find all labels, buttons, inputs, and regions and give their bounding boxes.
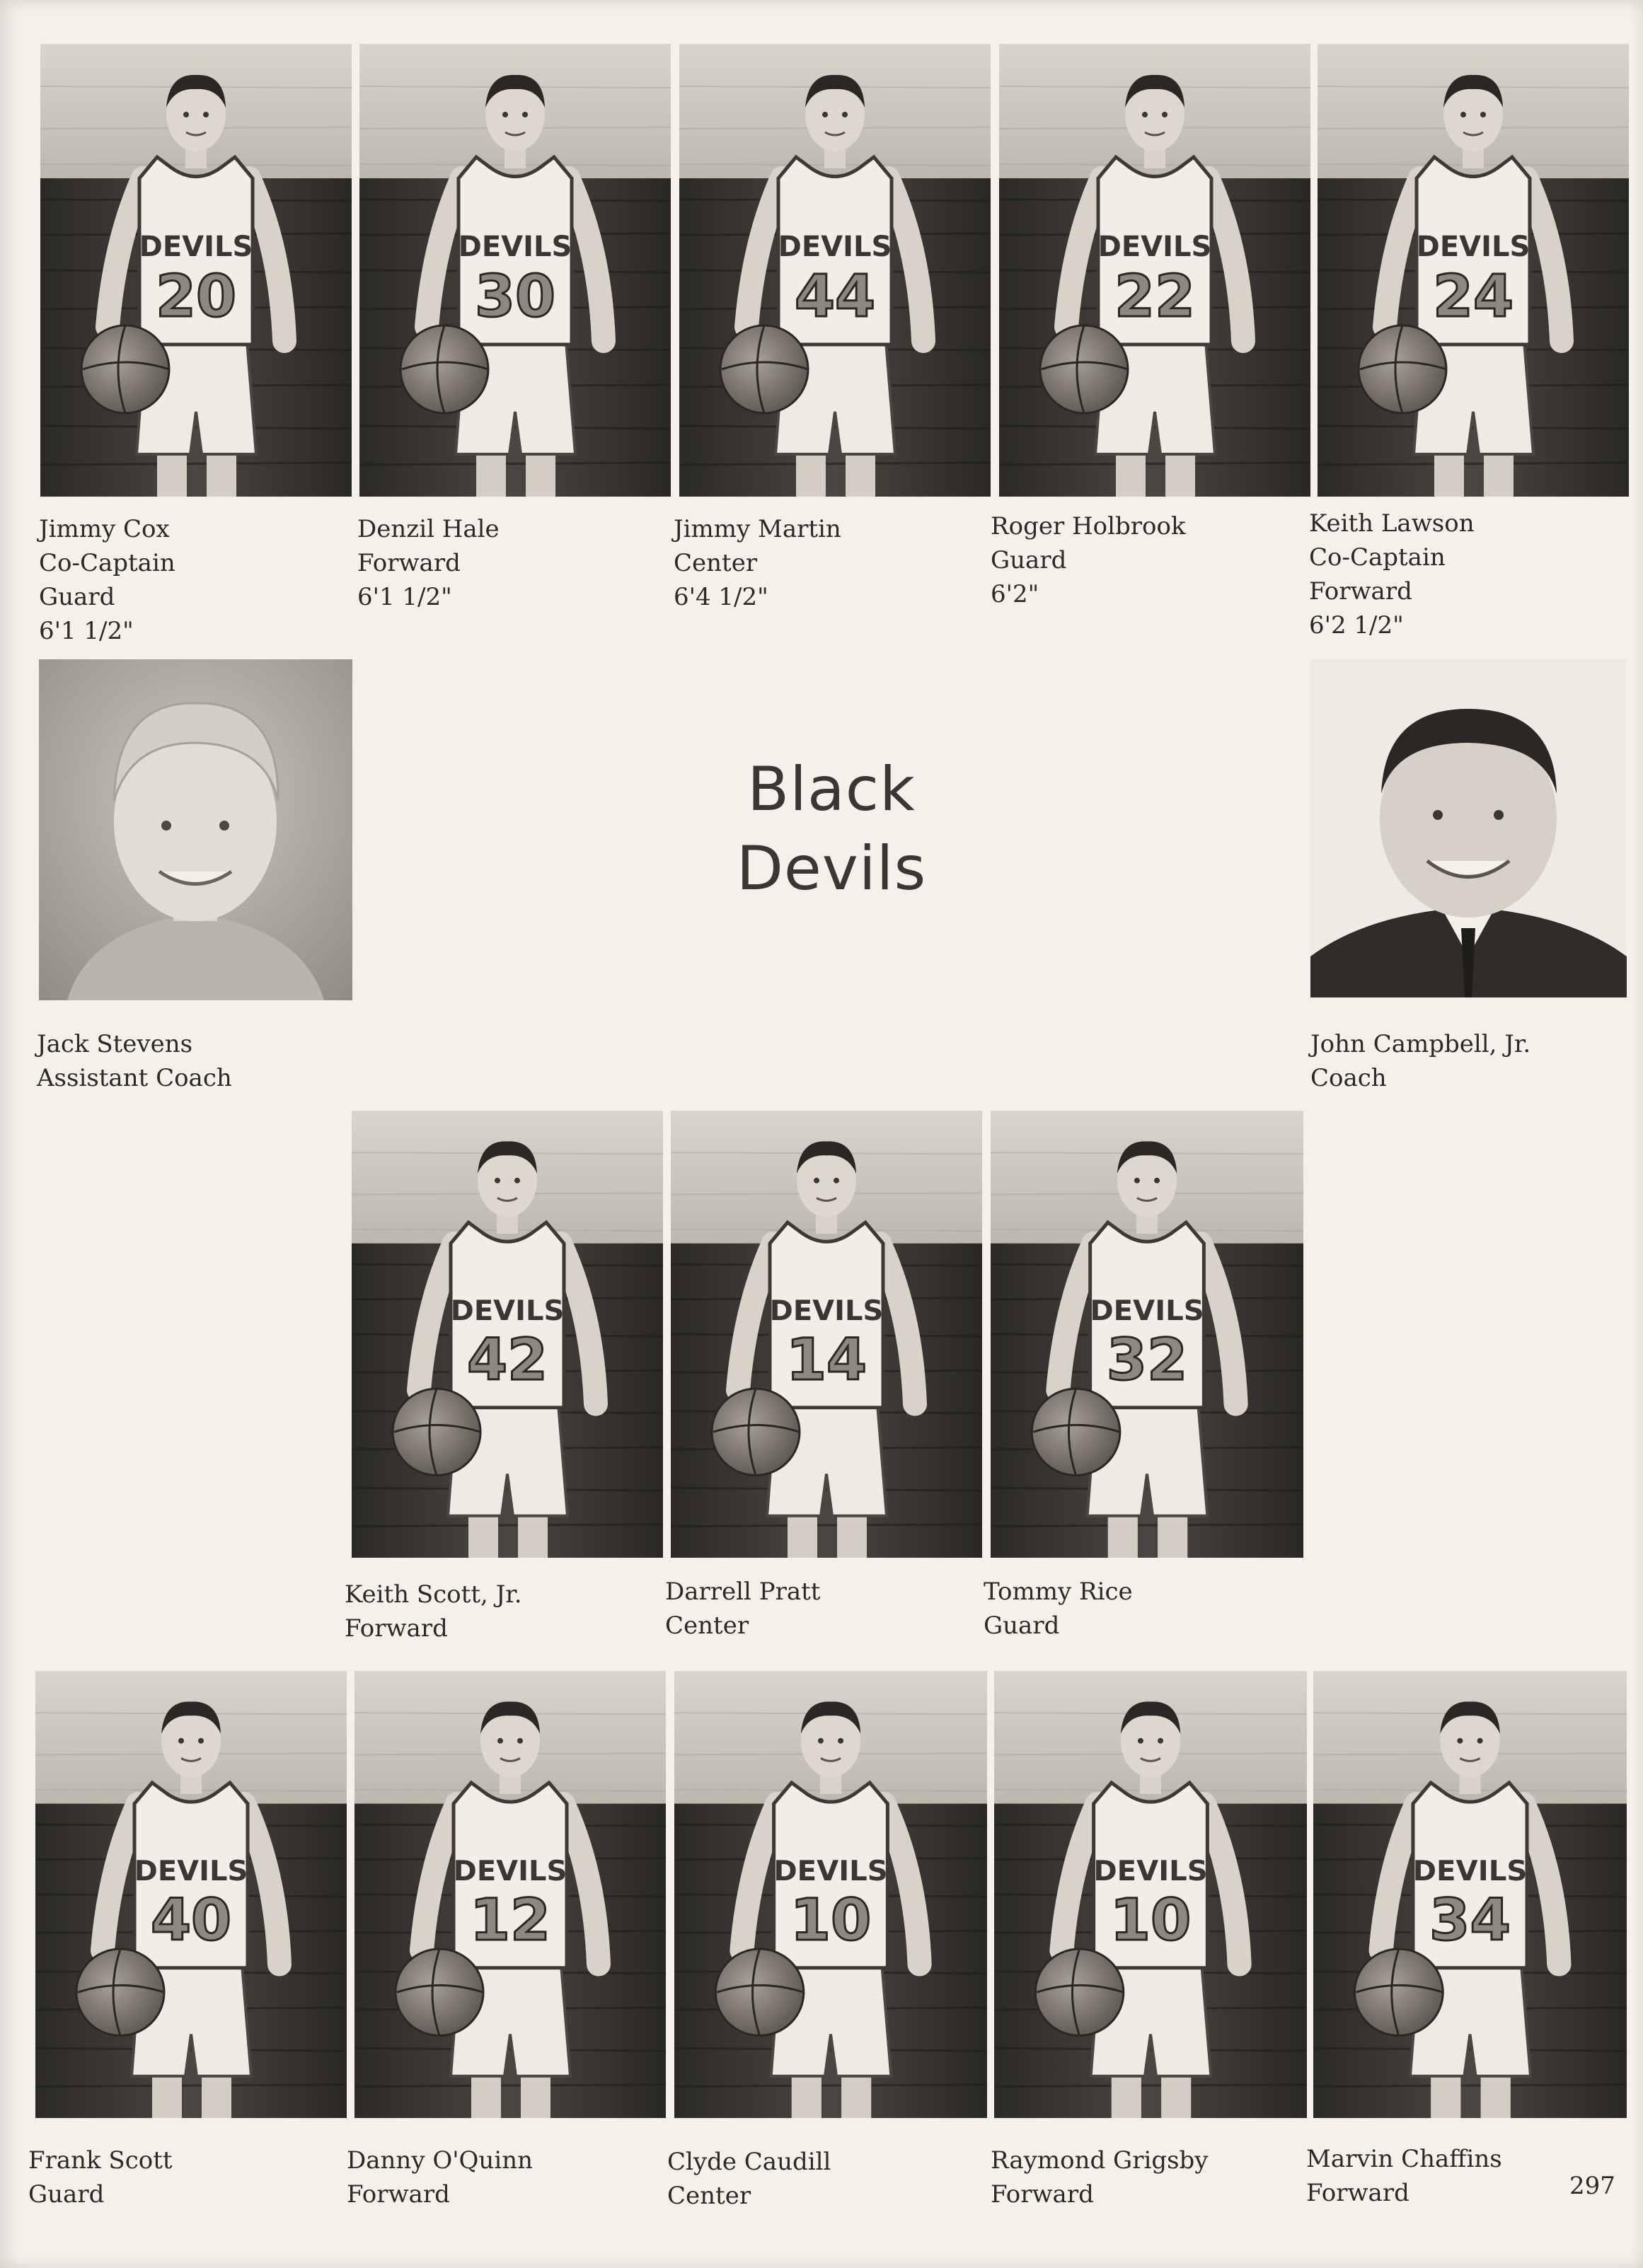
player-photo-keith-lawson: [1318, 44, 1629, 497]
caption-tommy-rice: [984, 1575, 1133, 1643]
player-name: Clyde Caudill: [667, 2148, 831, 2176]
caption-john-campbell: [1310, 1027, 1530, 1095]
jersey-number: 32: [1106, 1326, 1188, 1394]
jersey-lettering: DEVILS: [773, 1855, 888, 1888]
player-photo-darrell-pratt: [671, 1111, 982, 1558]
player-photo-denzil-hale: [359, 44, 671, 497]
jersey-lettering: DEVILS: [139, 231, 253, 263]
jersey-number: 20: [155, 263, 237, 330]
caption-darrell-pratt: [665, 1575, 820, 1643]
coach-name: John Campbell, Jr.: [1310, 1030, 1531, 1058]
player-position: Center: [667, 2182, 751, 2210]
coach-role: Assistant Coach: [37, 1064, 232, 1092]
player-photo-danny-oquinn: [354, 1671, 666, 2118]
jersey-number: 12: [469, 1887, 551, 1955]
player-name: Denzil Hale: [357, 515, 500, 543]
jersey-lettering: DEVILS: [453, 1855, 567, 1888]
player-name: Keith Lawson: [1309, 509, 1475, 538]
coach-role: Coach: [1310, 1064, 1387, 1092]
caption-raymond-grigsby: [991, 2143, 1209, 2211]
jersey-number: 40: [150, 1887, 232, 1955]
player-role: Co-Captain: [1309, 543, 1446, 572]
jersey-number: 30: [474, 263, 556, 330]
jersey-lettering: DEVILS: [1097, 231, 1212, 263]
player-position: Center: [674, 549, 758, 577]
player-name: Marvin Chaffins: [1306, 2145, 1502, 2173]
jersey-number: 14: [785, 1326, 867, 1394]
page-title: [693, 750, 969, 908]
player-name: Keith Scott, Jr.: [345, 1580, 522, 1609]
player-name: Jimmy Martin: [674, 515, 841, 543]
caption-frank-scott: [28, 2143, 173, 2211]
player-position: Forward: [1306, 2179, 1409, 2207]
player-name: Darrell Pratt: [665, 1578, 821, 1606]
jersey-number: 24: [1432, 263, 1514, 330]
player-position: Forward: [345, 1614, 448, 1643]
jersey-lettering: DEVILS: [1090, 1295, 1204, 1328]
player-photo-tommy-rice: [991, 1111, 1303, 1558]
coach-name: Jack Stevens: [37, 1030, 193, 1058]
jersey-number: 34: [1429, 1887, 1511, 1954]
player-photo-jimmy-cox: [40, 44, 352, 497]
caption-clyde-caudill: [667, 2145, 831, 2213]
jersey-number: 42: [466, 1326, 548, 1394]
player-photo-clyde-caudill: [674, 1671, 987, 2118]
player-name: Danny O'Quinn: [347, 2146, 534, 2175]
player-photo-raymond-grigsby: [994, 1671, 1307, 2118]
page-number: 297: [1569, 2172, 1615, 2200]
title-line-2: Devils: [736, 833, 927, 904]
caption-roger-holbrook: [991, 509, 1186, 611]
caption-denzil-hale: [357, 512, 500, 614]
player-role: Co-Captain: [39, 549, 175, 577]
player-photo-marvin-chaffins: [1313, 1671, 1627, 2118]
caption-danny-oquinn: [347, 2143, 533, 2211]
player-position: Forward: [357, 549, 461, 577]
title-line-1: Black: [747, 754, 916, 825]
player-position: Forward: [1309, 577, 1412, 606]
player-position: Guard: [39, 583, 115, 611]
jersey-lettering: DEVILS: [1093, 1855, 1208, 1888]
jersey-lettering: DEVILS: [769, 1295, 884, 1328]
player-photo-roger-holbrook: [999, 44, 1310, 497]
jersey-lettering: DEVILS: [134, 1855, 248, 1888]
caption-keith-lawson: [1309, 507, 1475, 642]
player-name: Roger Holbrook: [991, 512, 1186, 540]
jersey-lettering: DEVILS: [1412, 1855, 1528, 1888]
jersey-lettering: DEVILS: [450, 1295, 565, 1328]
coach-portrait-john-campbell: [1310, 659, 1627, 997]
caption-marvin-chaffins: [1306, 2142, 1502, 2210]
player-height: 6'1 1/2": [39, 617, 134, 645]
caption-keith-scott: [345, 1578, 522, 1645]
player-name: Raymond Grigsby: [991, 2146, 1209, 2175]
player-position: Forward: [347, 2180, 450, 2209]
player-height: 6'1 1/2": [357, 583, 452, 611]
player-photo-frank-scott: [35, 1671, 347, 2118]
jersey-lettering: DEVILS: [1416, 231, 1530, 263]
jersey-number: 22: [1114, 263, 1196, 330]
jersey-number: 10: [790, 1887, 872, 1955]
player-height: 6'2": [991, 580, 1039, 608]
player-position: Guard: [984, 1612, 1060, 1640]
jersey-number: 44: [794, 263, 876, 330]
player-position: Guard: [28, 2180, 105, 2209]
caption-jimmy-cox: [39, 512, 175, 648]
player-height: 6'2 1/2": [1309, 611, 1404, 640]
jersey-number: 10: [1109, 1887, 1192, 1955]
player-photo-keith-scott: [352, 1111, 663, 1558]
player-name: Jimmy Cox: [39, 515, 170, 543]
coach-portrait-jack-stevens: [39, 659, 352, 1000]
jersey-lettering: DEVILS: [458, 231, 572, 263]
player-name: Tommy Rice: [984, 1578, 1133, 1606]
caption-jack-stevens: [37, 1027, 232, 1095]
player-position: Forward: [991, 2180, 1094, 2209]
caption-jimmy-martin: [674, 512, 841, 614]
player-height: 6'4 1/2": [674, 583, 768, 611]
player-photo-jimmy-martin: [679, 44, 991, 497]
player-position: Center: [665, 1612, 749, 1640]
player-position: Guard: [991, 546, 1067, 574]
jersey-lettering: DEVILS: [778, 231, 892, 263]
player-name: Frank Scott: [28, 2146, 173, 2175]
